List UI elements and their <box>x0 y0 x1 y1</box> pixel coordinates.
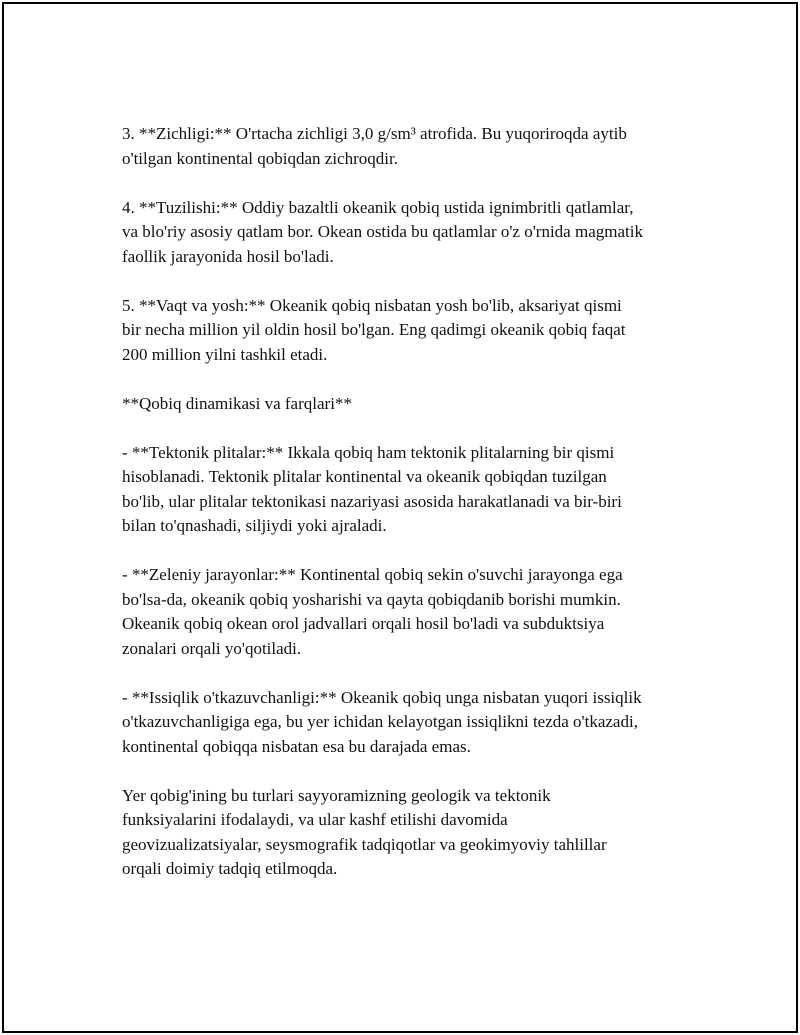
text-line: funksiyalarini ifodalaydi, va ular kashf etilishi davomida <box>122 810 508 829</box>
paragraph-density <box>122 122 702 171</box>
text-line: - **Tektonik plitalar:** Ikkala qobiq ham tektonik plitalarning bir qismi <box>122 442 615 462</box>
text-line: kontinental qobiqqa nisbatan esa bu darajada emas. <box>122 736 471 756</box>
text-line: geovizualizatsiyalar, seysmografik tadqiqotlar va geokimyoviy tahlillar <box>122 834 607 854</box>
text-line: orqali doimiy tadqiq etilmoqda. <box>122 859 338 878</box>
text-line: o'tilgan kontinental qobiqdan zichroqdir. <box>122 148 398 168</box>
document-body <box>122 122 702 906</box>
paragraph-conclusion <box>122 784 702 882</box>
text-line: va blo'riy asosiy qatlam bor. Okean ostida bu qatlamlar o'z o'rnida magmatik <box>122 222 643 241</box>
text-line: bilan to'qnashadi, siljiydi yoki ajraladi. <box>122 516 387 535</box>
text-line: faollik jarayonida hosil bo'ladi. <box>122 246 334 266</box>
paragraph-heat-conductivity <box>122 686 702 760</box>
paragraph-age <box>122 294 702 368</box>
paragraph-structure <box>122 196 702 270</box>
text-line: 200 million yilni tashkil etadi. <box>122 344 328 364</box>
text-line: hisoblanadi. Tektonik plitalar kontinental va okeanik qobiqdan tuzilgan <box>122 467 607 486</box>
text-line: Yer qobig'ining bu turlari sayyoramizning geologik va tektonik <box>122 785 551 805</box>
text-line: 3. **Zichligi:** O'rtacha zichligi 3,0 g/sm³ atrofida. Bu yuqoriroqda aytib <box>122 124 627 143</box>
text-line: zonalari orqali yo'qotiladi. <box>122 638 302 658</box>
text-line: **Qobiq dinamikasi va farqlari** <box>122 393 352 413</box>
text-line: - **Issiqlik o'tkazuvchanligi:** Okeanik qobiq unga nisbatan yuqori issiqlik <box>122 687 642 707</box>
text-line: o'tkazuvchanligiga ega, bu yer ichidan kelayotgan issiqlikni tezda o'tkazadi, <box>122 712 638 731</box>
section-heading <box>122 392 702 417</box>
text-line: bo'lib, ular plitalar tektonikasi nazariyasi asosida harakatlanadi va bir-biri <box>122 491 622 511</box>
text-line: 4. **Tuzilishi:** Oddiy bazaltli okeanik qobiq ustida ignimbritli qatlamlar, <box>122 197 634 217</box>
text-line: Okeanik qobiq okean orol jadvallari orqali hosil bo'ladi va subduktsiya <box>122 614 605 633</box>
text-line: bir necha million yil oldin hosil bo'lgan. Eng qadimgi okeanik qobiq faqat <box>122 320 626 339</box>
text-line: bo'lsa-da, okeanik qobiq yosharishi va qayta qobiqdanib borishi mumkin. <box>122 589 621 609</box>
paragraph-processes <box>122 563 702 661</box>
page-frame <box>2 2 798 1033</box>
text-line: 5. **Vaqt va yosh:** Okeanik qobiq nisbatan yosh bo'lib, aksariyat qismi <box>122 295 622 315</box>
text-line: - **Zeleniy jarayonlar:** Kontinental qobiq sekin o'suvchi jarayonga ega <box>122 565 623 584</box>
paragraph-tectonic-plates <box>122 441 702 539</box>
